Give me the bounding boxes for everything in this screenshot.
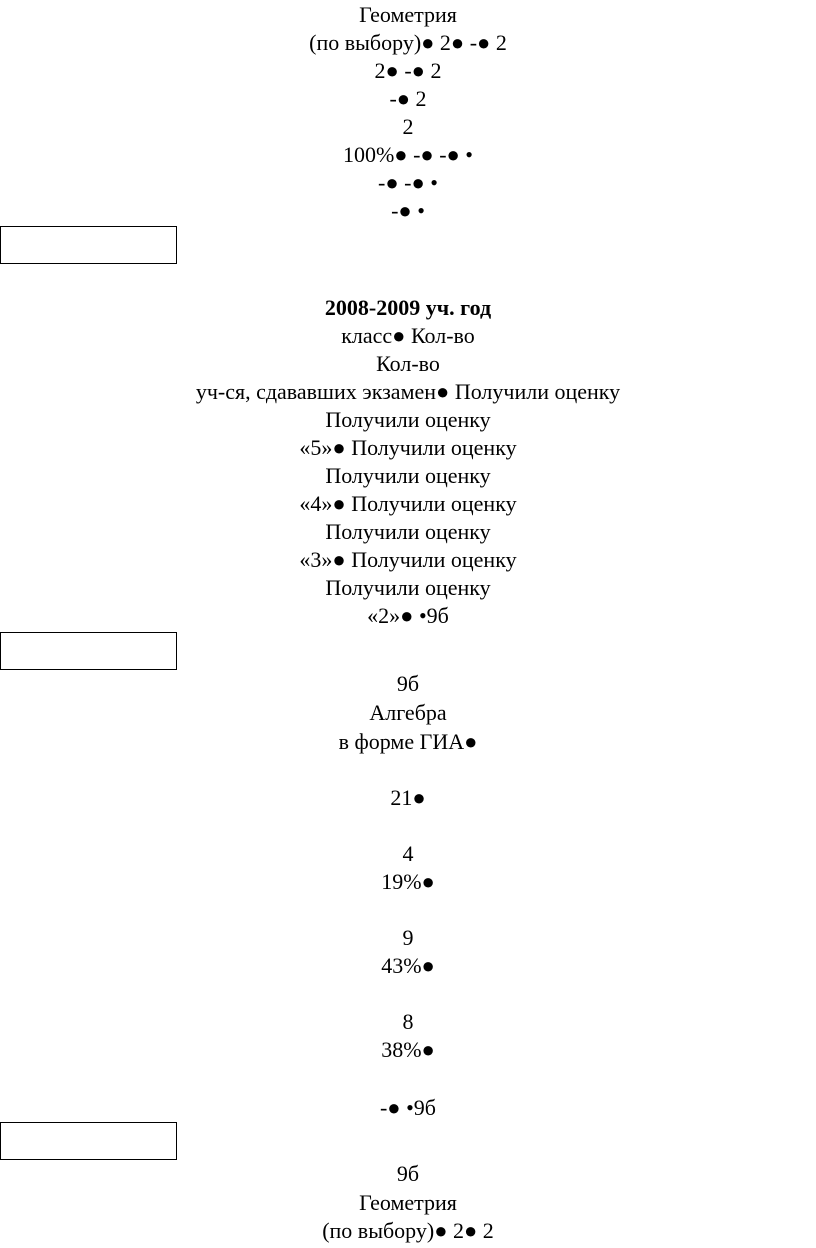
text-line: Получили оценку [325,519,491,544]
text-line: «4»● Получили оценку [299,491,517,516]
text-line: «2»● •9б [367,603,449,628]
subject-geometry: Геометрия [359,1190,457,1215]
text-line: 2● -● 2 [374,58,442,83]
grade-count: 8 [402,1009,414,1034]
text-line: класс● Кол-во [341,323,475,348]
grade-percent: 43%● [381,953,435,978]
empty-box [0,1122,177,1160]
grade-percent: 38%● [381,1037,435,1062]
subject-geometry: Геометрия [359,2,457,27]
text-line: -● •9б [379,1095,436,1120]
text-line: -● 2 [389,86,427,111]
class-label: 9б [396,671,420,696]
text-line: -● -● • [378,170,438,195]
text-line: Получили оценку [325,575,491,600]
text-line: -● • [391,198,425,223]
text-line: «3»● Получили оценку [299,547,517,572]
text-line: (по выбору)● 2● -● 2 [309,30,507,55]
grade-percent: 19%● [381,869,435,894]
text-line: Получили оценку [325,407,491,432]
text-line: Получили оценку [325,463,491,488]
students-count: 21● [390,785,426,810]
grade-count: 9 [402,925,414,950]
grade-count: 4 [402,841,414,866]
empty-box [0,632,177,670]
class-label: 9б [396,1161,420,1186]
text-line: «5»● Получили оценку [299,435,517,460]
text-line: уч-ся, сдававших экзамен● Получили оценку [195,379,621,404]
text-line: 100%● -● -● • [342,142,474,167]
text-line: 2 [402,114,414,139]
text-line: в форме ГИА● [338,729,478,754]
subject-algebra: Алгебра [369,700,447,725]
year-heading: 2008-2009 уч. год [324,295,492,320]
text-line: Кол-во [376,351,440,376]
text-line: (по выбору)● 2● 2 [322,1218,494,1243]
empty-box [0,226,177,264]
